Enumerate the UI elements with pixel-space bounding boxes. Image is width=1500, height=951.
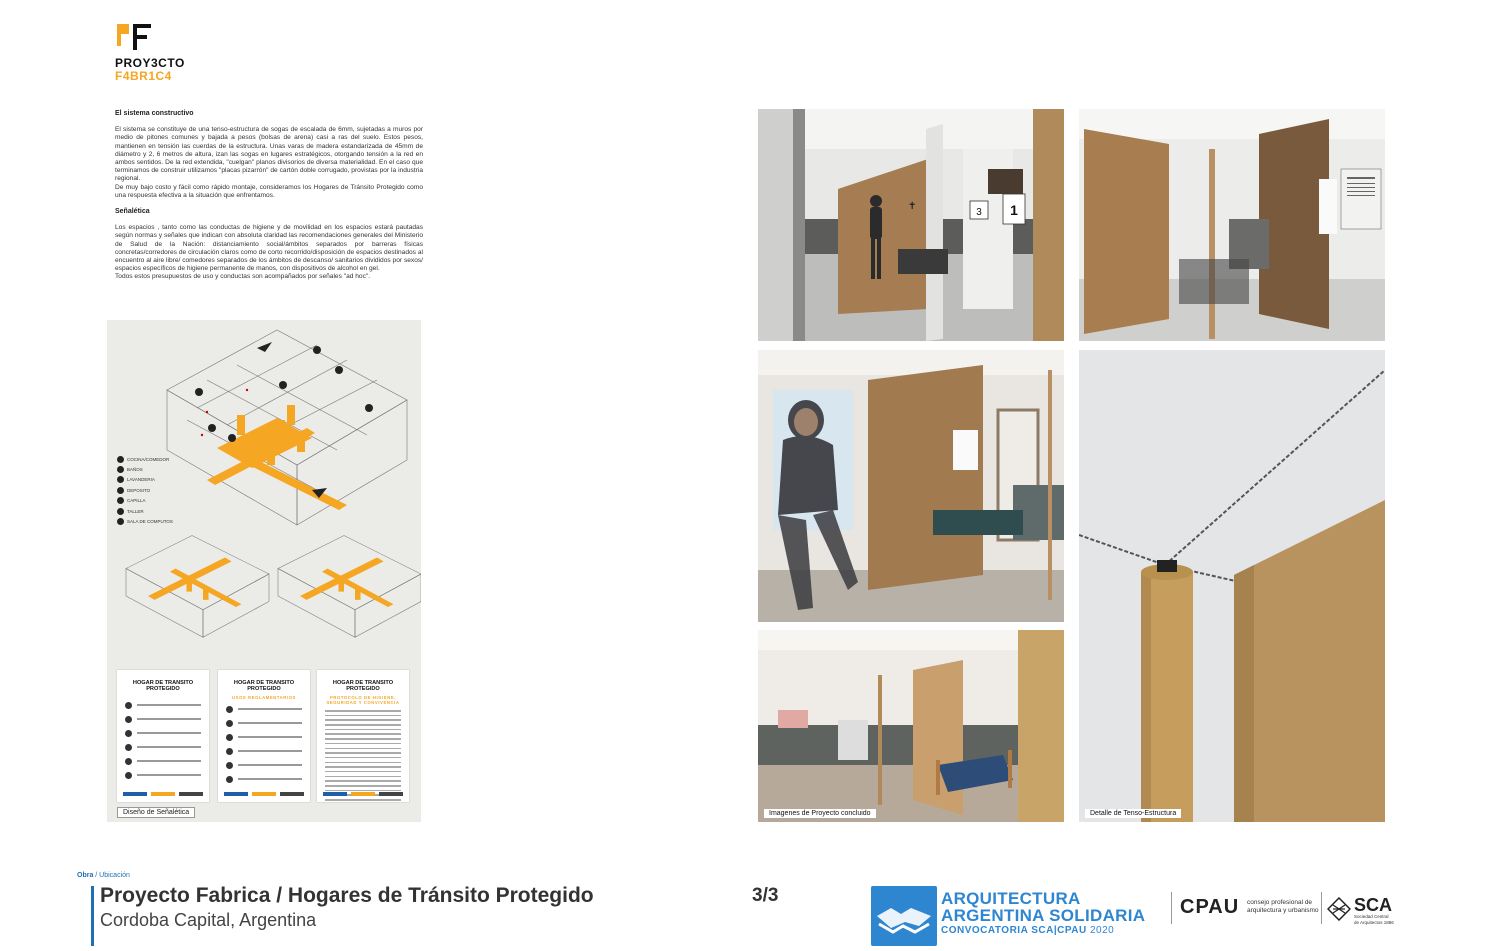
legend-item <box>117 516 173 526</box>
photo-interior-panels-angle <box>1079 109 1385 341</box>
diagram-legend <box>117 454 173 527</box>
gloves-icon <box>226 720 233 727</box>
aas-title-line-2: ARGENTINA SOLIDARIA <box>941 906 1146 925</box>
poster-subtitle: PROTOCOLO DE HIGIENE, SEGURIDAD Y CONVIVENCIA <box>326 695 400 705</box>
cpau-subtitle-2: arquitectura y urbanismo <box>1247 907 1319 914</box>
contact-icon <box>226 776 233 783</box>
mask-icon <box>226 706 233 713</box>
storage-icon <box>117 487 124 494</box>
footer-label-obra: Obra <box>77 872 94 879</box>
poster-logos <box>224 792 304 796</box>
legend-label: TALLER <box>127 508 144 514</box>
poster-title: HOGAR DE TRANSITO PROTEGIDO <box>332 680 394 692</box>
logo-separator <box>1171 892 1172 924</box>
cpau-logo: CPAU <box>1180 896 1240 918</box>
sca-subtitle-1: Sociedad Central <box>1354 914 1389 919</box>
poster-title: HOGAR DE TRANSITO PROTEGIDO <box>233 680 295 692</box>
legend-item <box>117 506 173 516</box>
poster-title: HOGAR DE TRANSITO PROTEGIDO <box>132 680 194 692</box>
people-icon <box>125 702 132 709</box>
proyecto-fabrica-logo <box>115 24 205 84</box>
photo-tenso-structure-detail <box>1079 350 1385 822</box>
footer-accent-bar <box>91 886 94 946</box>
paragraph-sistema <box>115 126 423 200</box>
logo-line-1: PROY3CTO <box>115 56 185 70</box>
poster-subtitle: USOS REGLAMENTARIOS <box>232 695 296 700</box>
distance-icon <box>125 744 132 751</box>
photo-person-walking <box>758 350 1064 622</box>
poster-logos <box>123 792 203 796</box>
cough-icon <box>125 716 132 723</box>
laundry-icon <box>117 476 124 483</box>
pf-logo-mark-icon <box>117 24 153 50</box>
legend-item <box>117 464 173 474</box>
photo-interior-panels-numbered <box>758 109 1064 341</box>
project-title: Proyecto Fabrica / Hogares de Tránsito Protegido <box>100 884 594 907</box>
legend-label: LAVANDERIA <box>127 477 155 483</box>
workshop-icon <box>117 508 124 515</box>
photo-caption-concluded: Imagenes de Proyecto concluido <box>764 809 876 818</box>
logo-separator <box>1321 892 1322 924</box>
signage-poster-1 <box>117 670 209 802</box>
paragraph-sistema-b: De muy bajo costo y fácil como rápido montaje, consideramos los Hogares de Tránsito Protegido como una respuesta efectiva a la situación que enfrentamos. <box>115 183 423 199</box>
aas-convocatoria <box>941 925 1114 936</box>
aas-convocatoria-cpau: |CPAU <box>1053 925 1087 936</box>
aas-title-line-1: ARQUITECTURA <box>941 889 1081 908</box>
aas-convocatoria-year: 2020 <box>1086 925 1115 936</box>
signage-poster-3 <box>317 670 409 802</box>
legend-item <box>117 485 173 495</box>
cutlery-icon <box>117 456 124 463</box>
panel-number-1: 1 <box>1010 202 1018 218</box>
poster-logos <box>323 792 403 796</box>
computer-icon <box>117 518 124 525</box>
sca-mark-icon <box>1327 897 1351 921</box>
photo-caption-detail: Detalle de Tenso-Estructura <box>1085 809 1181 818</box>
restroom-icon <box>117 466 124 473</box>
heading-senaletica: Señalética <box>115 208 150 216</box>
legend-item <box>117 454 173 464</box>
cpau-subtitle-1: consejo profesional de <box>1247 899 1313 906</box>
legend-label: SALA DE COMPUTOS <box>127 519 173 525</box>
paragraph-senaletica <box>115 224 423 281</box>
footer-section-label <box>77 872 130 879</box>
sca-subtitle-2: de Arquitectos 1886 <box>1354 920 1394 925</box>
photo-bed-panel <box>758 630 1064 822</box>
symptoms-icon <box>125 772 132 779</box>
legend-label: CAPILLA <box>127 498 146 504</box>
page-number: 3/3 <box>752 885 779 906</box>
door-icon <box>226 748 233 755</box>
legend-label: DEPOSITO <box>127 487 151 493</box>
panel-number-3: 3 <box>976 207 982 218</box>
poster-text-lines <box>325 710 401 804</box>
sca-logo: SCA <box>1354 895 1393 915</box>
paragraph-senaletica-a: Los espacios , tanto como las conductas de higiene y de movilidad en los espacios estará pautadas según normas y señales que indican con absoluta claridad las recomendaciones generales del Ministerio de Salud de la Nación: distanciamiento social/ámbitos separados por barreras físicas concretas/corredores de circulación claros como de corto recorrido/disposición de espacios destinados al encuentro al aire libre/ comedores separados de los ámbitos de descanso/ sanitarios divididos por sexos/ espacios específicos de higiene permanente de manos, con dispositivos de alcohol en gel. <box>115 224 423 273</box>
items-icon <box>125 758 132 765</box>
legend-item <box>117 475 173 485</box>
distance-icon <box>226 762 233 769</box>
footer-label-ubicacion: / Ubicación <box>93 872 130 879</box>
description-text <box>115 110 423 290</box>
aas-convocatoria-bold: CONVOCATORIA SCA <box>941 925 1054 936</box>
handwash-icon <box>125 730 132 737</box>
paragraph-sistema-a: El sistema se constituye de una tenso-estructura de sogas de escalada de 6mm, sujetadas a muros por medio de pitones comunes y bajada a pesos (bolsas de arena) casi a ras del suelo. Estos pesos, mantienen en tensión las cuerdas de la estructura. Unas varas de madera estandarizada de 45mm de diámetro y 2, 6 metros de altura, izan las sogas en lugares estratégicos, otorgando tensión a la red en ambos sentidos. De la red extendida, "cuelgan" planos divisorios de diversa materialidad. En el caso que terminamos de construir utilizamos "placas pizarrón" de cartón doble corrugado, provistas por la industria regional. <box>115 126 423 183</box>
heading-sistema-constructivo: El sistema constructivo <box>115 110 194 117</box>
chapel-icon <box>117 497 124 504</box>
signage-diagram-panel <box>107 320 421 822</box>
signage-poster-2 <box>218 670 310 802</box>
ventilation-icon <box>226 734 233 741</box>
project-location: Cordoba Capital, Argentina <box>100 910 317 930</box>
paragraph-senaletica-b: Todos estos presupuestos de uso y conductas son acompañados por señales "ad hoc". <box>115 273 371 281</box>
svg-text:✝: ✝ <box>908 201 917 212</box>
diagram-caption: Diseño de Señalética <box>117 807 195 818</box>
legend-item <box>117 496 173 506</box>
legend-label: BAÑOS <box>127 467 143 473</box>
legend-label: COCINA/COMEDOR <box>127 456 170 462</box>
handshake-logo-icon <box>871 886 937 946</box>
logo-line-2: F4BR1C4 <box>115 69 172 83</box>
